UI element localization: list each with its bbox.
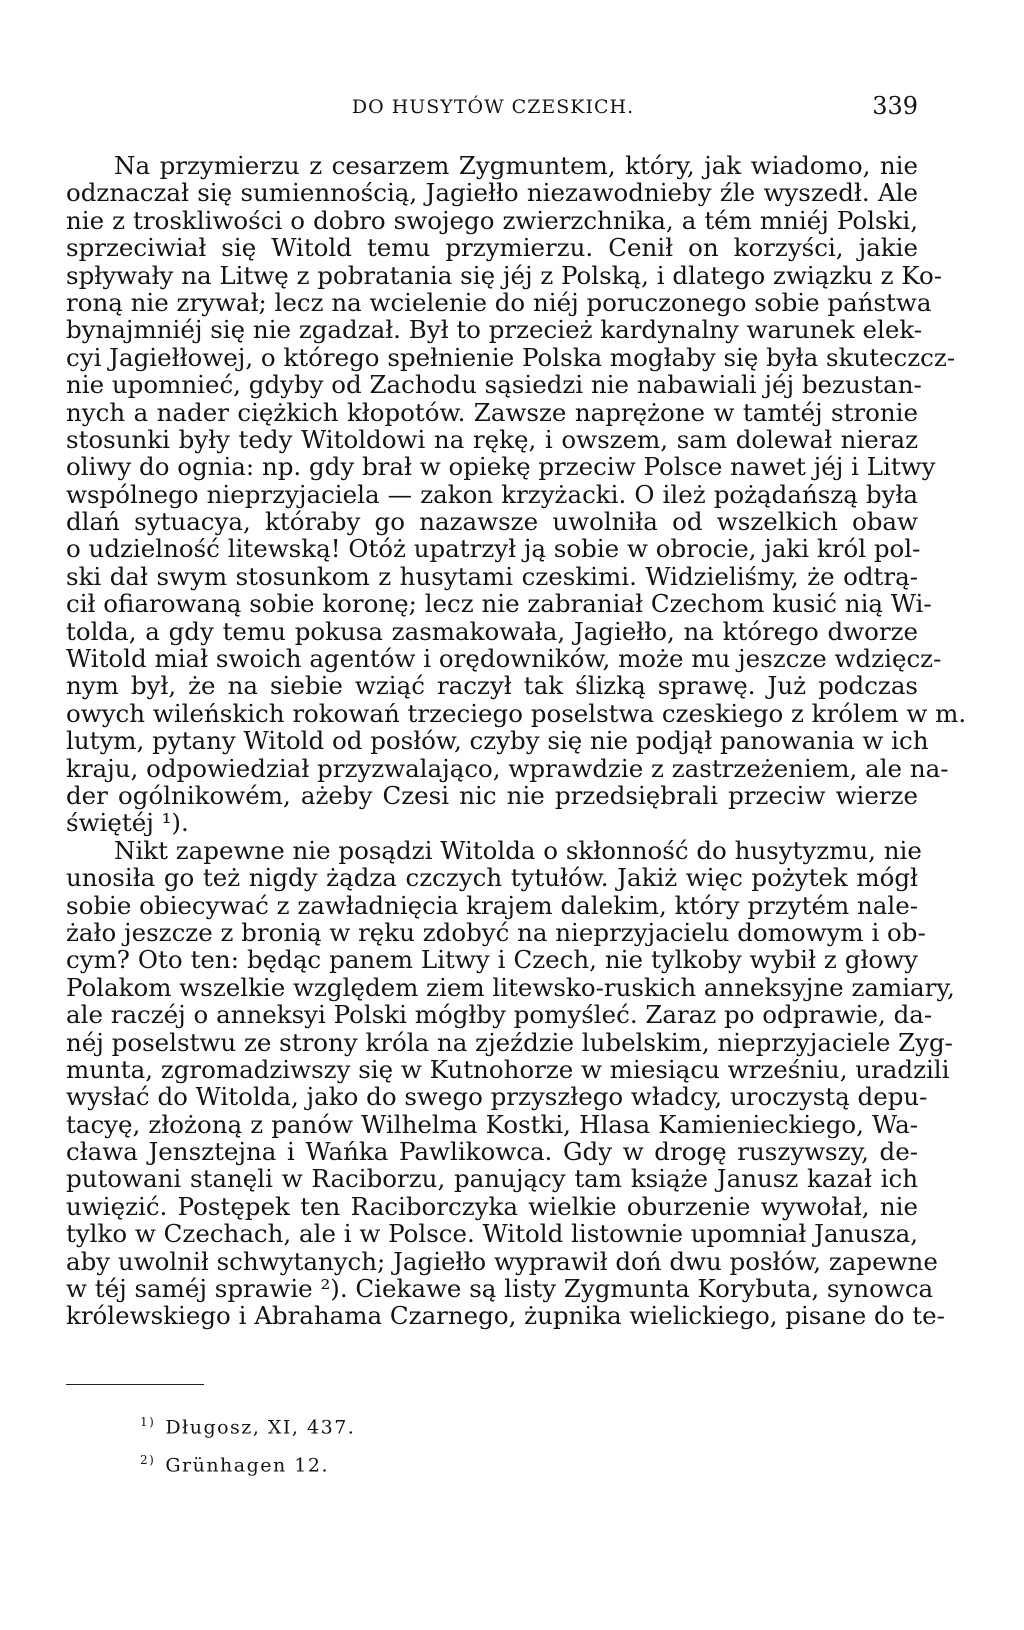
text-line: żało jeszcze z bronią w ręku zdobyć na nieprzyjacielu domowym i ob- [66, 917, 926, 947]
footnotes [140, 1406, 355, 1483]
text-line: nych a nader ciężkich kłopotów. Zawsze naprężone w tamtéj stronie [66, 397, 918, 427]
text-line: cił ofiarowaną sobie koronę; lecz nie zabraniał Czechom kusić nią Wi- [66, 589, 932, 619]
text-line: munta, zgromadziwszy się w Kutnohorze w miesiącu wrześniu, uradzili [66, 1054, 950, 1084]
text-line: aby uwolnił schwytanych; Jagiełło wyprawił doń dwu posłów, zapewne [66, 1246, 938, 1276]
footnote [140, 1406, 355, 1444]
text-line: owych wileńskich rokowań trzeciego poselstwa czeskiego z królem w m. [66, 698, 967, 728]
text-line: spływały na Litwę z pobratania się jéj z Polską, i dlatego związku z Ko- [66, 260, 943, 290]
text-line: Na przymierzu z cesarzem Zygmuntem, który, jak wiadomo, nie [114, 151, 918, 180]
text-line: Polakom wszelkie względem ziem litewsko-ruskich anneksyjne zamiary, [66, 972, 955, 1002]
text-line: cyi Jagiełłowej, o którego spełnienie Polska mogłaby się była skuteczcz- [66, 342, 956, 372]
text-line: cława Jensztejna i Wańka Pawlikowca. Gdy w drogę ruszywszy, de- [66, 1137, 918, 1167]
text-line: oliwy do ognia: np. gdy brał w opiekę przeciw Polsce nawet jéj i Litwy [66, 452, 936, 482]
text-line: unosiła go też nigdy żądza czczych tytułów. Jakiż więc pożytek mógł [66, 863, 918, 893]
footnote [140, 1444, 355, 1482]
text-line: tolda, a gdy temu pokusa zasmakowała, Jagiełło, na którego dworze [66, 616, 918, 646]
text-line: odznaczał się sumiennością, Jagiełło niezawodnieby źle wyszedł. Ale [66, 178, 918, 208]
text-line: Witold miał swoich agentów i orędowników, może mu jeszcze wdzięcz- [66, 644, 942, 674]
footnote-divider [66, 1384, 204, 1385]
text-line: roną nie zrywał; lecz na wcielenie do niéj poruczonego sobie państwa [66, 287, 932, 317]
text-line: nie z troskliwości o dobro swojego zwierzchnika, a tém mniéj Polski, [66, 205, 918, 235]
text-line: świętéj ¹). [66, 808, 189, 838]
footnote-mark: 2) [140, 1453, 156, 1468]
text-line: uwięzić. Postępek ten Raciborczyka wielkie oburzenie wywołał, nie [66, 1191, 918, 1221]
text-line: dlań sytuacya, któraby go nazawsze uwolniła od wszelkich obaw [66, 507, 918, 537]
text-line: wspólnego nieprzyjaciela — zakon krzyżacki. O ileż pożądańszą była [66, 479, 918, 509]
text-line: w téj saméj sprawie ²). Ciekawe są listy Zygmunta Korybuta, synowca [66, 1274, 934, 1304]
text-line: lutym, pytany Witold od posłów, czyby się nie podjął panowania w ich [66, 726, 929, 756]
footnote-text: Długosz, XI, 437. [165, 1416, 356, 1439]
text-line: stosunki były tedy Witoldowi na rękę, i owszem, sam dolewał nieraz [66, 424, 918, 454]
text-line: ale raczéj o anneksyi Polski mógłby pomyśleć. Zaraz po odprawie, da- [66, 1000, 933, 1030]
text-line: sprzeciwiał się Witold temu przymierzu. Cenił on korzyści, jakie [66, 233, 918, 263]
running-head: DO HUSYTÓW CZESKICH. [351, 96, 635, 118]
text-line: ski dał swym stosunkom z husytami czeskimi. Widzieliśmy, że odtrą- [66, 561, 918, 591]
text-line: tylko w Czechach, ale i w Polsce. Witold listownie upomniał Janusza, [66, 1219, 919, 1249]
text-line: nym był, że na siebie wziąć raczył tak ślizką sprawę. Już podczas [66, 671, 918, 701]
body-text [66, 151, 967, 1331]
footnote-text: Grünhagen 12. [165, 1454, 330, 1477]
text-line: der ogólnikowém, ażeby Czesi nic nie przedsiębrali przeciw wierze [66, 780, 918, 810]
text-line: sobie obiecywać z zawładnięcia krajem dalekim, który przytém nale- [66, 890, 918, 920]
text-line: królewskiego i Abrahama Czarnego, żupnika wielickiego, pisane do te- [66, 1301, 945, 1331]
text-line: bynajmniéj się nie zgadzał. Był to przecież kardynalny warunek elek- [66, 315, 923, 345]
text-line: cym? Oto ten: będąc panem Litwy i Czech, nie tylkoby wybił z głowy [66, 945, 918, 975]
page-number: 339 [872, 92, 918, 120]
text-line: tacyę, złożoną z panów Wilhelma Kostki, Hlasa Kamienieckiego, Wa- [66, 1109, 918, 1139]
text-line: o udzielność litewską! Otóż upatrzył ją sobie w obrocie, jaki król pol- [66, 534, 921, 564]
text-line: wysłać do Witolda, jako do swego przyszłego władcy, uroczystą depu- [66, 1082, 928, 1112]
page-header [68, 92, 918, 124]
text-line: putowani stanęli w Raciborzu, panujący tam książe Janusz kazał ich [66, 1164, 918, 1194]
text-line: néj poselstwu ze strony króla na zjeździe lubelskim, nieprzyjaciele Zyg- [66, 1027, 953, 1057]
text-line: Nikt zapewne nie posądzi Witolda o skłonność do husytyzmu, nie [114, 835, 922, 865]
text-line: nie upomnieć, gdyby od Zachodu sąsiedzi nie nabawiali jéj bezustan- [66, 370, 922, 400]
text-line: kraju, odpowiedział przyzwalająco, wprawdzie z zastrzeżeniem, ale na- [66, 753, 949, 783]
footnote-mark: 1) [140, 1415, 156, 1429]
